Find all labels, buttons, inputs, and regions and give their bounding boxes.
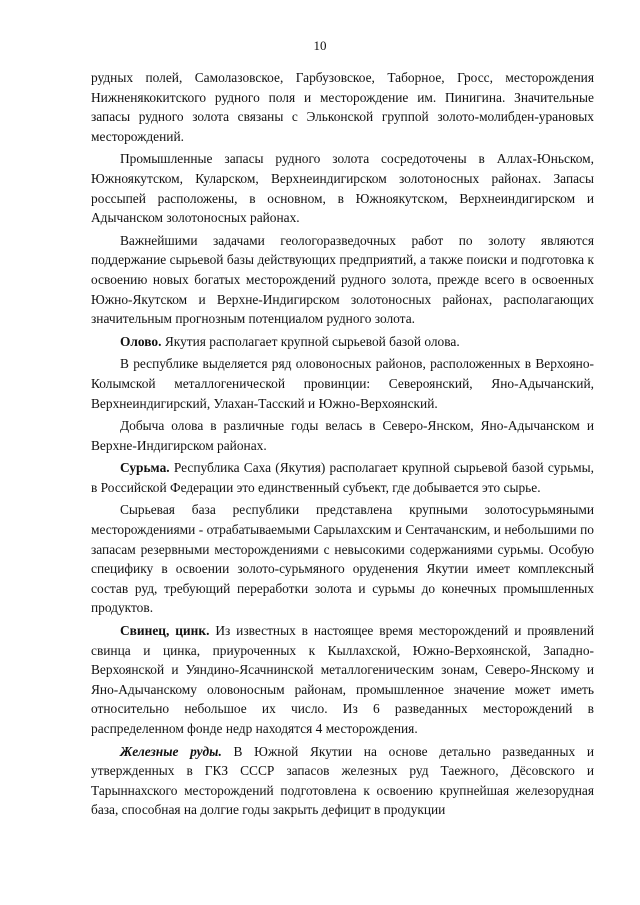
paragraph-iron-ores [91, 742, 594, 820]
paragraph-text: Из известных в настоящее время месторождений и проявлений свинца и цинка, приуроченных к Кыллахской, Южно-Верхоянской, Западно-Верхоянской и Уяндино-Ясачнинской металлогеническим зонам, Северо-Янскому и Яно-Адычанскому оловоносным районам, промышленное значение может иметь относительно небольшое их число. Из 6 разведанных месторождений в распределенном фонде недр находятся 4 месторождения. [91, 623, 594, 736]
paragraph-gold-deposits-continued [91, 68, 594, 146]
paragraph-tin [91, 332, 594, 352]
paragraph-text: В Южной Якутии на основе детально разведанных и утвержденных в ГКЗ СССР запасов железных руд Таежного, Дёсовского и Тарыннахского месторождений подготовлена к освоению крупнейшая железорудная база, способная на долгие годы закрыть дефицит в продукции [91, 743, 594, 818]
page-number: 10 [313, 38, 327, 53]
paragraph-antimony-base [91, 500, 594, 618]
paragraph-text: Добыча олова в различные годы велась в Северо-Янском, Яно-Адычанском и Верхне-Индигирском районах. [91, 418, 594, 453]
document-body [91, 68, 594, 820]
paragraph-tin-districts [91, 354, 594, 413]
paragraph-gold-tasks [91, 231, 594, 329]
paragraph-antimony [91, 458, 594, 497]
paragraph-text: Республика Саха (Якутия) располагает крупной сырьевой базой сурьмы, в Российской Федерации это единственный субъект, где добывается это сырье. [91, 460, 594, 495]
paragraph-lead-zinc [91, 621, 594, 739]
paragraph-text: Сырьевая база республики представлена крупными золотосурьмяными месторождениями - отрабатываемыми Сарылахским и Сентачанским, и небольшими по запасам резервными месторождениями с невысокими содержаниями сурьмы. Особую специфику в освоении золото-сурьмяного оруденения Якутии имеет комплексный состав руд, требующий переработки золота и сурьмы до конечных промышленных продуктов. [91, 502, 594, 616]
paragraph-gold-reserves [91, 149, 594, 227]
paragraph-text: Якутия располагает крупной сырьевой базой олова. [161, 333, 460, 349]
paragraph-tin-mining [91, 416, 594, 455]
section-heading-antimony: Сурьма. [120, 460, 170, 476]
section-heading-tin: Олово. [120, 333, 162, 349]
section-heading-iron-ores: Железные руды. [120, 743, 222, 759]
paragraph-text: рудных полей, Самолазовское, Гарбузовское, Таборное, Гросс, месторождения Нижненякокитского рудного поля и месторождение им. Пинигина. Значительные запасы рудного золота связаны с Эльконской группой золото-молибден-урановых месторождений. [91, 70, 594, 144]
paragraph-text: В республике выделяется ряд оловоносных районов, расположенных в Верхояно-Колымской металлогенической провинции: Североянский, Яно-Адычанский, Верхнеиндигирский, Улахан-Тасский и Южно-Верхоянский. [91, 356, 594, 411]
paragraph-text: Промышленные запасы рудного золота сосредоточены в Аллах-Юньском, Южноякутском, Куларском, Верхнеиндигирском золотоносных районах. Запасы россыпей расположены, в основном, в Южноякутском, Верхнеиндигирском и Адычанском золотоносных районах. [91, 151, 594, 226]
section-heading-lead-zinc: Свинец, цинк. [120, 623, 210, 639]
paragraph-text: Важнейшими задачами геологоразведочных работ по золоту являются поддержание сырьевой базы действующих предприятий, а также поиски и подготовка к освоению новых богатых месторождений рудного золота, прежде всего в освоенных Южно-Якутском и Верхне-Индигирском золотоносных районах, располагающих значительным прогнозным потенциалом рудного золота. [91, 232, 594, 327]
